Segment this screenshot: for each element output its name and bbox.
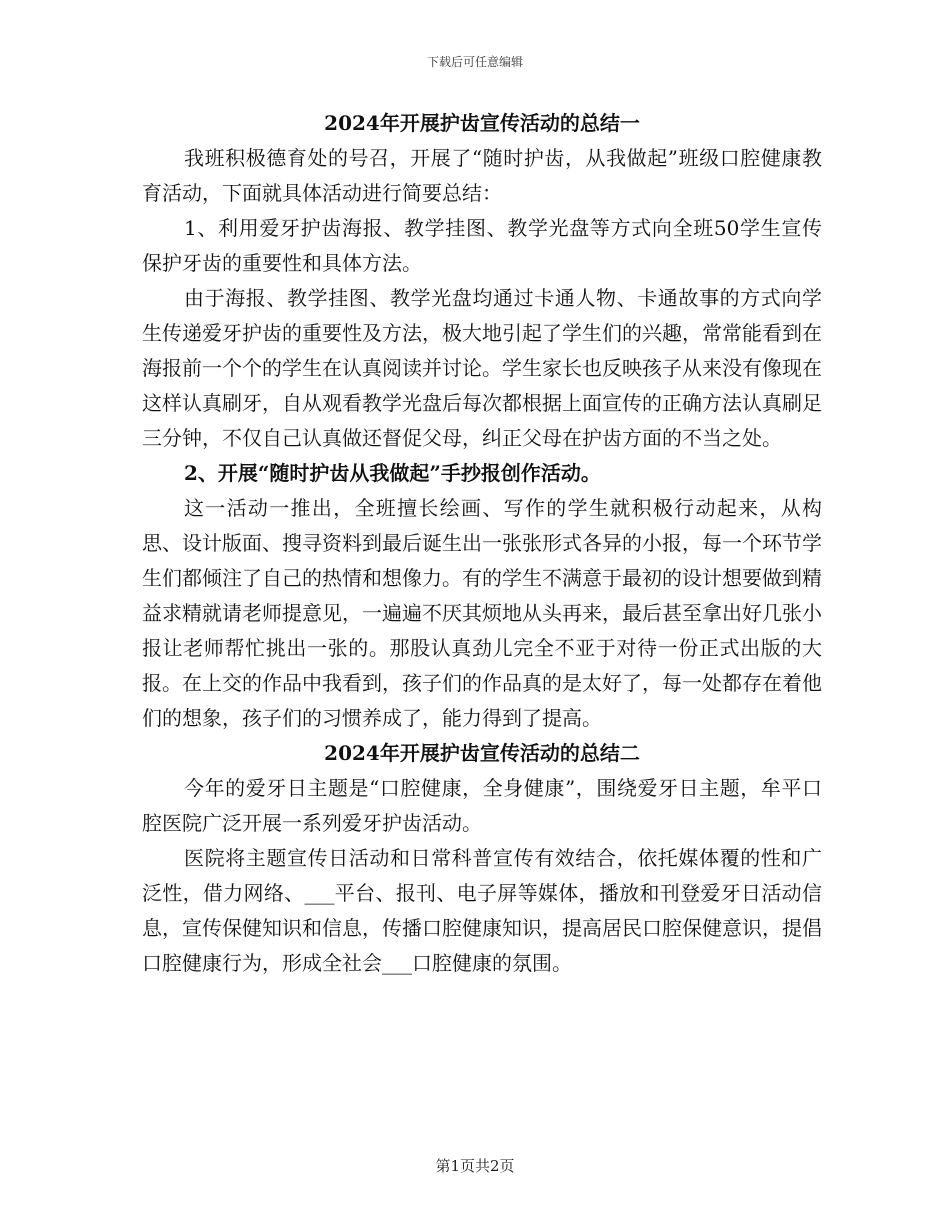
section-1-paragraph-5: 这一活动一推出，全班擅长绘画、写作的学生就积极行动起来，从构思、设计版面、搜寻资料到最后诞生出一张张形式各异的小报，每一个环节学生们都倾注了自己的热情和想像力。有的学生不满意于最初的设计想要做到精益求精就请老师提意见，一遍遍不厌其烦地从头再来，最后甚至拿出好几张小报让老师帮忙挑出一张的。那股认真劲儿完全不亚于对待一份正式出版的大报。在上交的作品中我看到，孩子们的作品真的是太好了，每一处都存在着他们的想象，孩子们的习惯养成了，能力得到了提高。: [142, 496, 822, 730]
page-footer: 第1页共2页: [435, 1157, 515, 1175]
document-body: [142, 106, 822, 981]
section-1-paragraph-2: 1、利用爱牙护齿海报、教学挂图、教学光盘等方式向全班50学生宣传保护牙齿的重要性和具体方法。: [142, 216, 822, 275]
section-1-subheading: 2、开展“随时护齿从我做起”手抄报创作活动。: [184, 461, 601, 485]
section-2-paragraph-2: 医院将主题宣传日活动和日常科普宣传有效结合，依托媒体覆的性和广泛性，借力网络、___平台、报刊、电子屏等媒体，播放和刊登爱牙日活动信息，宣传保健知识和信息，传播口腔健康知识，提高居民口腔保健意识，提倡口腔健康行为，形成全社会___口腔健康的氛围。: [142, 846, 822, 975]
section-1-paragraph-1: 我班积极德育处的号召，开展了“随时护齿，从我做起”班级口腔健康教育活动，下面就具体活动进行简要总结：: [142, 146, 822, 205]
section-1-title: 2024年开展护齿宣传活动的总结一: [324, 111, 640, 135]
page-header: 下载后可任意编辑: [426, 55, 523, 69]
section-1-paragraph-3: 由于海报、教学挂图、教学光盘均通过卡通人物、卡通故事的方式向学生传递爱牙护齿的重要性及方法，极大地引起了学生们的兴趣，常常能看到在海报前一个个的学生在认真阅读并讨论。学生家长也反映孩子从来没有像现在这样认真刷牙，自从观看教学光盘后每次都根据上面宣传的正确方法认真刷足三分钟，不仅自己认真做还督促父母，纠正父母在护齿方面的不当之处。: [142, 286, 822, 450]
section-2-paragraph-1: 今年的爱牙日主题是“口腔健康，全身健康”，围绕爱牙日主题，牟平口腔医院广泛开展一系列爱牙护齿活动。: [142, 776, 822, 835]
section-2-title: 2024年开展护齿宣传活动的总结二: [324, 741, 640, 765]
